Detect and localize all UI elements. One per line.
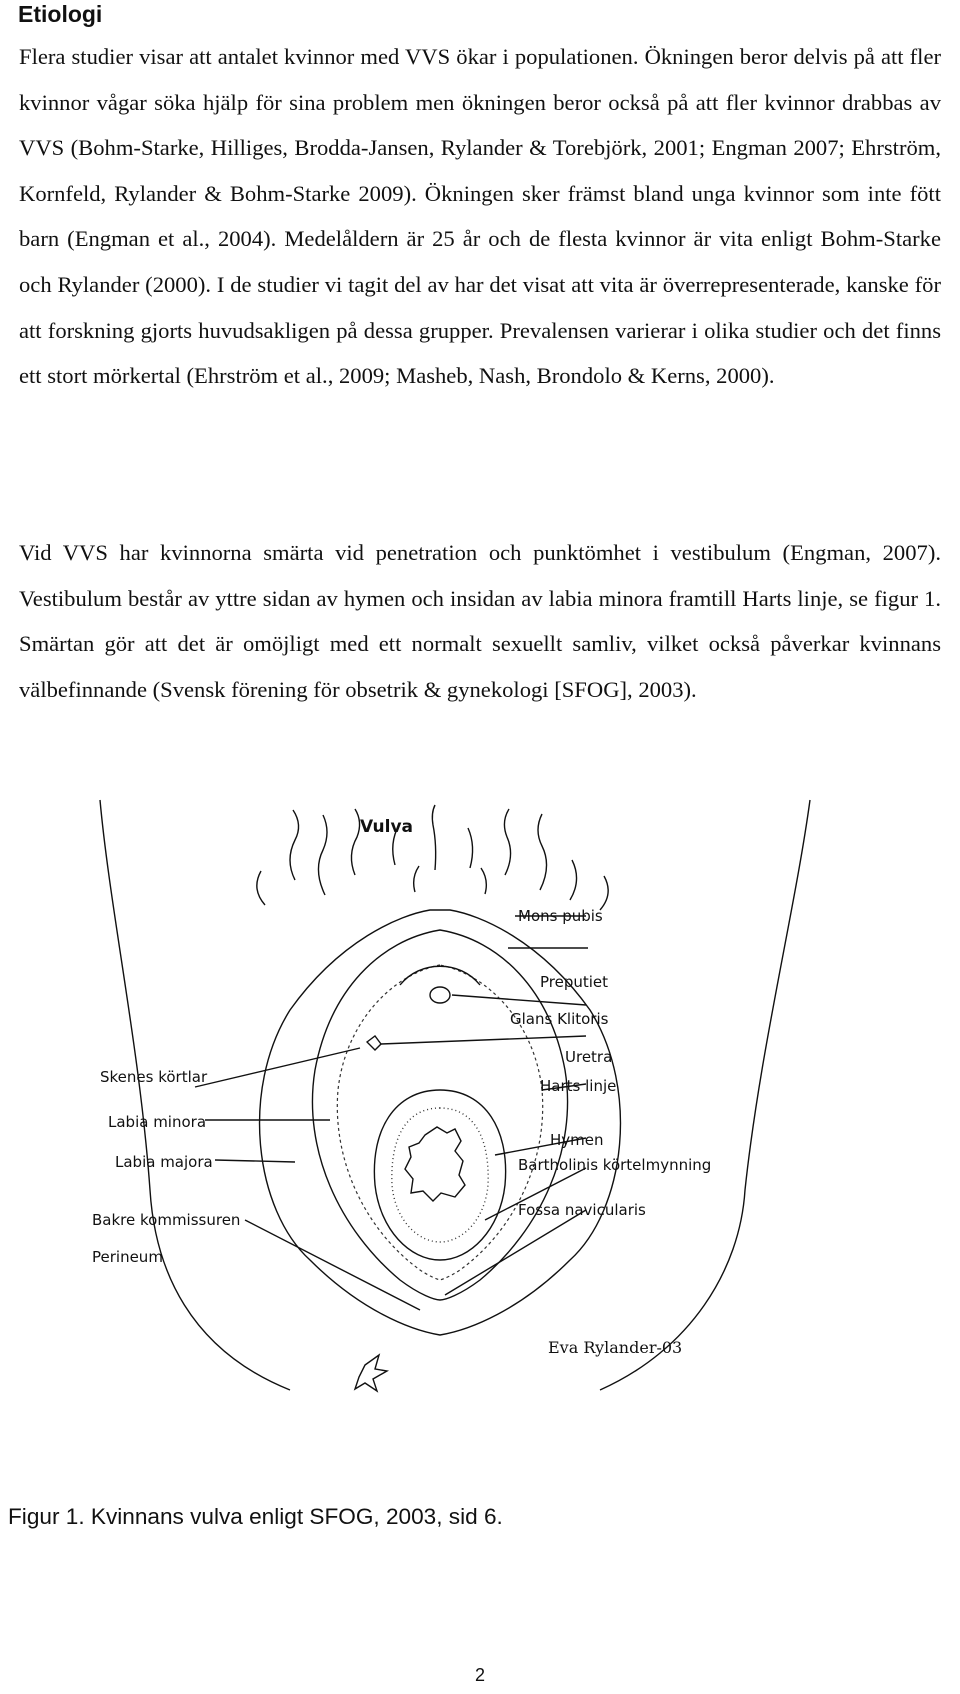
illustrator-signature: Eva Rylander-03: [548, 1338, 683, 1357]
label-labia-majora: Labia majora: [115, 1153, 213, 1171]
leader-lines-left: [195, 1048, 420, 1310]
figure-caption: Figur 1. Kvinnans vulva enligt SFOG, 2003, sid 6.: [8, 1504, 503, 1529]
perineum-mark: [355, 1355, 387, 1391]
right-thigh-line: [600, 800, 810, 1390]
label-perineum: Perineum: [92, 1248, 163, 1266]
label-glans-klitoris: Glans Klitoris: [510, 1010, 609, 1028]
label-mons-pubis: Mons pubis: [518, 907, 603, 925]
label-skenes-kortlar: Skenes körtlar: [100, 1068, 208, 1086]
vulva-figure: [40, 790, 930, 1480]
paragraph-1: Flera studier visar att antalet kvinnor med VVS ökar i populationen. Ökningen beror delvis på att fler kvinnor vågar söka hjälp för sina problem men ökningen beror också på att fler kvinnor drabbas av VVS (Bohm-Starke, Hilliges, Brodda-Jansen, Rylander & Torebjörk, 2001; Engman 2007; Ehrström, Kornfeld, Rylander & Bohm-Starke 2009). Ökningen sker främst bland unga kvinnor som inte fött barn (Engman et al., 2004). Medelåldern är 25 år och de flesta kvinnor är vita enligt Bohm-Starke och Rylander (2000). I de studier vi tagit del av har det visat att vita är överrepresenterade, kanske för att forskning gjorts huvudsakligen på dessa grupper. Prevalensen varierar i olika studier och det finns ett stort mörkertal (Ehrström et al., 2009; Masheb, Nash, Brondolo & Kerns, 2000).: [19, 44, 941, 389]
vulva-illustration: [40, 790, 930, 1480]
glans-clitoris: [430, 987, 450, 1003]
label-fossa-navicularis: Fossa navicularis: [518, 1201, 646, 1219]
label-labia-minora: Labia minora: [108, 1113, 207, 1131]
vaginal-opening: [405, 1127, 465, 1201]
section-heading: Etiologi: [18, 1, 103, 27]
label-bakre-kommissuren: Bakre kommissuren: [92, 1211, 241, 1229]
figure-title: Vulva: [360, 817, 414, 837]
paragraph-2: Vid VVS har kvinnorna smärta vid penetration och punktömhet i vestibulum (Engman, 2007). Vestibulum består av yttre sidan av hymen och insidan av labia minora framtill Harts linje, se figur 1. Smärtan gör att det är omöjligt med ett normalt sexuellt samliv, vilket också påverkar kvinnans välbefinnande (Svensk förening för obsetrik & gynekologi [SFOG], 2003).: [19, 540, 941, 702]
mons-hair: [257, 805, 608, 910]
label-bartholinis: Bartholinis körtelmynning: [518, 1156, 712, 1174]
label-harts-linje: Harts linje: [540, 1077, 617, 1095]
label-uretra: Uretra: [565, 1048, 613, 1066]
hymen: [374, 1090, 505, 1260]
page-number: 2: [474, 1665, 485, 1685]
urethra: [367, 1036, 381, 1050]
label-hymen: Hymen: [550, 1131, 604, 1149]
label-preputiet: Preputiet: [540, 973, 609, 991]
